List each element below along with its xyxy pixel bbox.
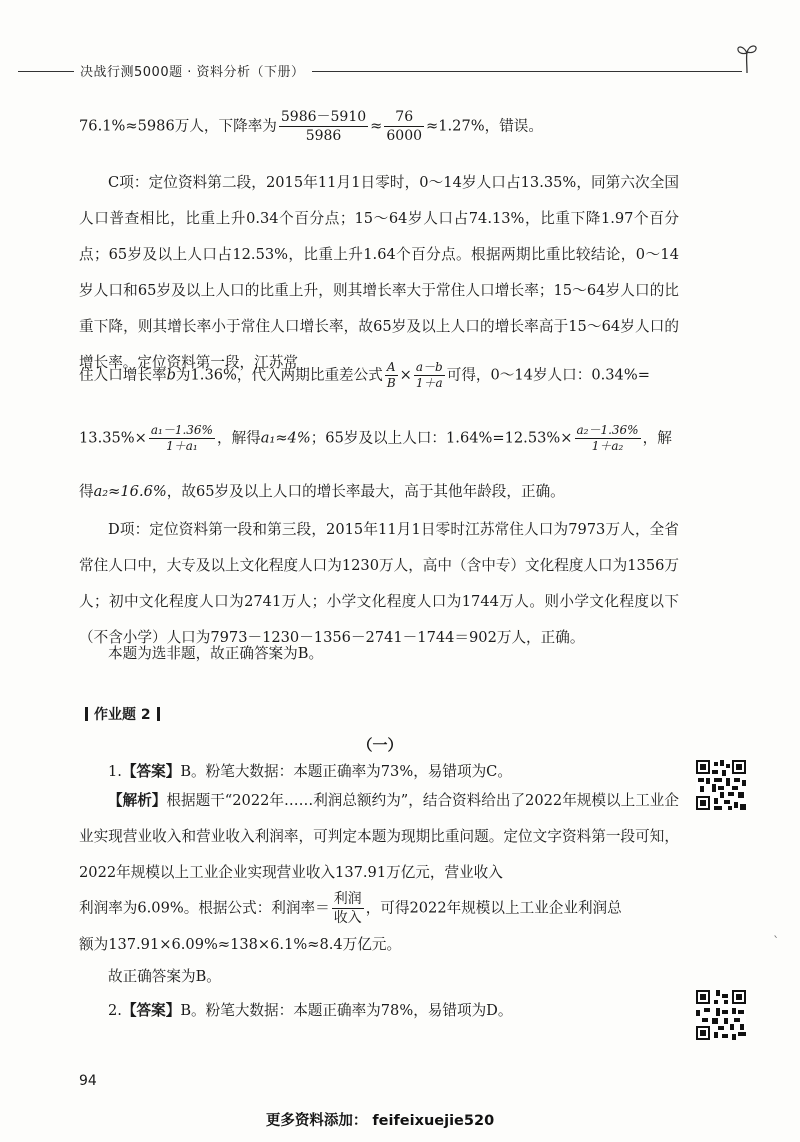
sprout-icon [736,40,758,74]
formula-line-profit-rate: 利润率为6.09%。根据公式：利润率＝ $\frac{\text{利润}}{\text{收入}}$ ，可得2022年规模以上工业企业利润总 [79,891,622,926]
header-title: 决战行测5000题 · 资料分析（下册） [80,65,305,80]
section-bar-left [85,707,88,721]
header-rule-left [18,71,74,72]
q2-answer: 2.【答案】B。粉笔大数据：本题正确率为78%，易错项为D。 [108,1002,513,1019]
q1-conclusion: 故正确答案为B。 [108,968,221,985]
calc-line: 额为137.91×6.09%≈138×6.1%≈8.4万亿元。 [79,936,402,953]
paragraph-option-c: C项：定位资料第二段，2015年11月1日零时，0～14岁人口占13.35%，同第六次全国人口普查相比，比重上升0.34个百分点；15～64岁人口占74.13%，比重下降1.97个百分点；65岁及以上人口占12.53%，比重上升1.64个百分点。根据两期比重比较结论，0～14岁人口和65岁及以上人口的比重上升，则其增长率大于常住人口增长率；15～64岁人口的比重下降，则其增长率小于常住人口增长率，故65岁及以上人口的增长率高于15～64岁人口的增长率。定位资料第一段，江苏常 [79,174,679,371]
paragraph-summary: 本题为选非题，故正确答案为B。 [108,645,324,662]
q1-answer: 1.【答案】B。粉笔大数据：本题正确率为73%，易错项为C。 [108,763,512,780]
qr-code-icon[interactable] [696,990,746,1040]
q1-analysis: 【解析】根据题干“2022年……利润总额约为”，结合资料给出了2022年规模以上工业企业实现营业收入和营业收入利润率，可判定本题为现期比重问题。定位文字资料第一段可知，2022年规模以上工业企业实现营业收入137.91万亿元，营业收入 [79,792,679,881]
footer-note: 更多资料添加： feifeixuejie520 [265,1113,495,1129]
formula-line-solve: 13.35%× $\frac{\text{a₁－1.36\%}}{\text{1＋a₁}}$ ，解得a₁≈4%；65岁及以上人口：1.64%=12.53%× $\frac{\text{a₂－1.36\%}}{\text{1＋a₂}}$ ，解 [79,423,672,453]
conclusion-line-c: 得a₂≈16.6%，故65岁及以上人口的增长率最大，高于其他年龄段，正确。 [79,483,565,500]
section-bar-right [157,707,160,721]
formula-line-decline-rate: 76.1%≈5986万人，下降率为 $\frac{5986-5910}{5986}$ ≈ $\frac{76}{6000}$ ≈1.27%，错误。 [79,109,543,144]
edge-mark: ˋ [773,935,780,950]
formula-line-two-period: 住人口增长率b为1.36%，代入两期比重差公式 $\frac{A}{B}$ × $\frac{a-b}{1+a}$ 可得，0～14岁人口：0.34%= [79,360,650,390]
page-number: 94 [79,1073,97,1089]
qr-code-icon[interactable] [696,760,746,810]
header-rule-right [312,71,742,72]
section-heading: 作业题 2 [79,704,166,724]
paragraph-option-d: D项：定位资料第一段和第三段，2015年11月1日零时江苏常住人口为7973万人，全省常住人口中，大专及以上文化程度人口为1230万人，高中（含中专）文化程度人口为1356万人；初中文化程度人口为2741万人；小学文化程度人口为1744万人。则小学文化程度以下（不含小学）人口为7973－1230－1356－2741－1744＝902万人，正确。 [79,521,679,646]
sub-heading: （一） [357,736,403,754]
